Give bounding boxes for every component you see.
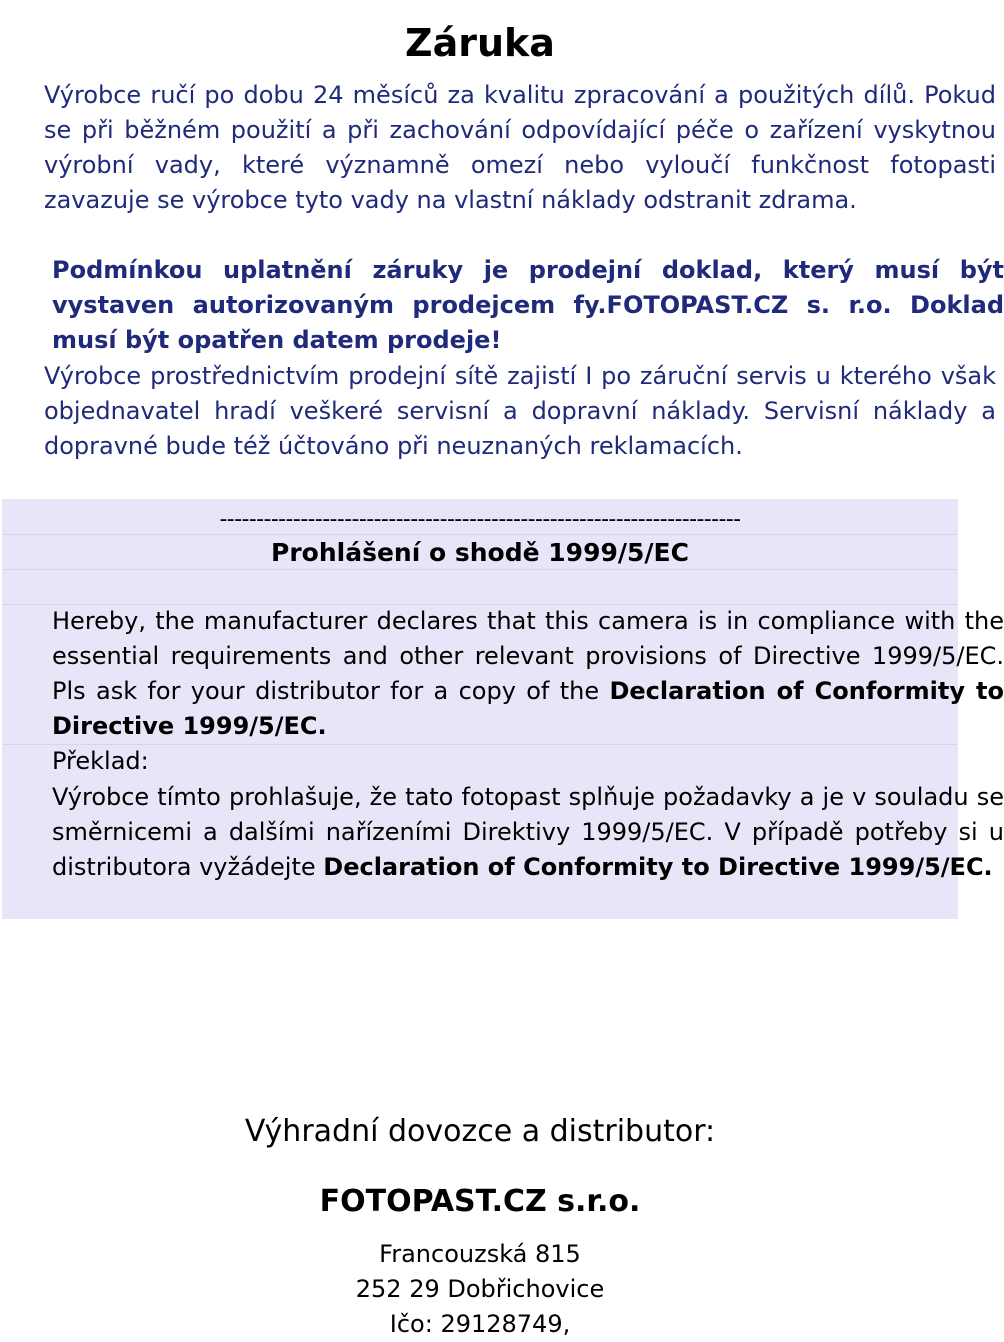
distributor-label: Výhradní dovozce a distributor: (244, 1114, 716, 1149)
warranty-paragraph: Výrobce ručí po dobu 24 měsíců za kvalitu zpracování a použitých dílů. Pokud se při běžném použití a při zachování odpovídající péče o zařízení vyskytnou výrobní vady, které významně omezí nebo vyloučí funkčnost fotopasti zavazuje se výrobce tyto vady na vlastní náklady odstranit zdrama. (44, 81, 996, 214)
translation-label: Překlad: (52, 747, 149, 775)
declaration-english-paragraph (4, 604, 1004, 744)
declaration-english-bold: Declaration of Conformity to Directive 1999/5/EC. (52, 677, 1004, 740)
declaration-english-text: Hereby, the manufacturer declares that this camera is in compliance with the essential requirements and other relevant provisions of Directive 1999/5/EC. Pls ask for your distributor for a copy of the (52, 607, 1004, 705)
distributor-name: FOTOPAST.CZ s.r.o. (319, 1184, 641, 1219)
address-street: Francouzská 815 (379, 1240, 581, 1268)
distributor-address (0, 1237, 960, 1342)
declaration-czech-paragraph (4, 780, 1004, 885)
warranty-condition-paragraph: Podmínkou uplatnění záruky je prodejní doklad, který musí být vystaven autorizovaným prodejcem fy.FOTOPAST.CZ s. r.o. Doklad musí být opatřen datem prodeje! (52, 256, 1004, 354)
dashed-separator: ----------------------------------------------------------------------- (219, 507, 741, 532)
page-title: Záruka (405, 21, 555, 65)
declaration-czech-text: Výrobce tímto prohlašuje, že tato fotopast splňuje požadavky a je v souladu se směrnicemi a dalšími nařízeními Direktivy 1999/5/EC. V případě potřeby si u distributora vyžádejte (52, 783, 1004, 881)
declaration-czech-bold: Declaration of Conformity to Directive 1999/5/EC. (323, 853, 993, 881)
service-paragraph: Výrobce prostřednictvím prodejní sítě zajistí I po záruční servis u kterého však objednavatel hradí veškeré servisní a dopravní náklady. Servisní náklady a dopravné bude též účtováno při neuznaných reklamacích. (44, 362, 996, 460)
address-city: 252 29 Dobřichovice (355, 1275, 605, 1303)
company-id: Ičo: 29128749, (389, 1310, 571, 1338)
declaration-heading: Prohlášení o shodě 1999/5/EC (271, 538, 689, 567)
